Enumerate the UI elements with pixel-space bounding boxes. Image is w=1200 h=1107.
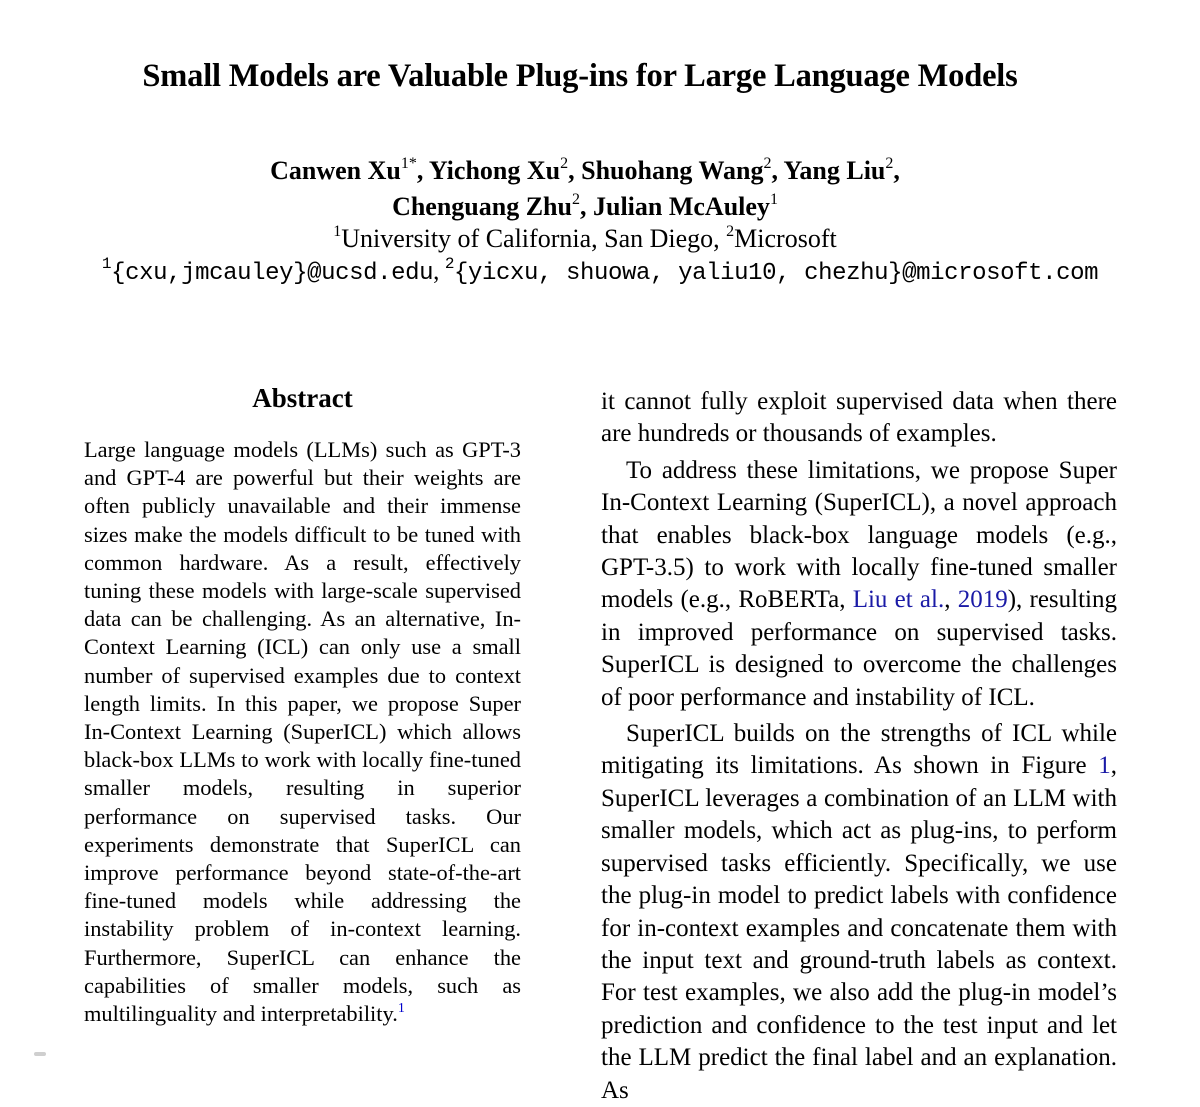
body-paragraph-1: it cannot fully exploit supervised data when there are hundreds or thousands of examples.	[601, 388, 1117, 448]
author-affil-mark: 2	[571, 191, 580, 208]
author-affil-mark: 1*	[400, 155, 417, 172]
affiliation-1: University of California, San Diego,	[341, 224, 727, 253]
email-group-2: {yicxu, shuowa, yaliu10, chezhu}@microsoft.com	[454, 260, 1099, 287]
author-list	[0, 153, 1170, 225]
author-affil-mark: 2	[885, 155, 894, 172]
paragraph-text: SuperICL builds on the strengths of ICL while mitigating its limitations. As shown in Figure	[601, 720, 1117, 780]
email-separator: ,	[433, 258, 445, 285]
affiliations	[0, 222, 1170, 256]
author-affil-mark: 2	[763, 155, 772, 172]
author-affil-mark: 2	[560, 155, 569, 172]
abstract-text	[84, 436, 521, 1028]
scan-artifact	[34, 1052, 46, 1056]
affil-mark: 2	[726, 223, 735, 240]
email-affil-mark: 1	[101, 255, 112, 273]
body-paragraph-2	[601, 455, 1117, 714]
body-column-right	[601, 386, 1117, 1107]
author-line-1: Canwen $Xu^{1*}$, Yichong Xu$^2$, Shuohang Wang$^2$, Yang Liu$^2$,	[270, 155, 900, 185]
affil-mark: 1	[333, 223, 342, 240]
paragraph-text: , SuperICL leverages a combination of an LLM with smaller models, which act as plug-ins, to perform supervised tasks efficiently. Specifically, we use the plug-in model to predict labels with confidence for in-context examples and concatenate them with the input text and ground-truth labels as context. For test examples, we also add the plug-in model’s prediction and confidence to the test input and let the LLM predict the final label and an explanation. As	[601, 752, 1117, 1104]
abstract-body: Large language models (LLMs) such as GPT-3 and GPT-4 are powerful but their weights are often publicly unavailable and their immense sizes make the models difficult to be tuned with common hardware. As a result, effectively tuning these models with large-scale supervised data can be challenging. As an alternative, In-Context Learning (ICL) can only use a small number of supervised examples due to context length limits. In this paper, we propose Super In-Context Learning (SuperICL) which allows black-box LLMs to work with locally fine-tuned smaller models, resulting in superior performance on supervised tasks. Our experiments demonstrate that SuperICL can improve performance beyond state-of-the-art fine-tuned models while addressing the instability problem of in-context learning. Furthermore, SuperICL can enhance the capabilities of smaller models, such as multilinguality and interpretability.	[84, 437, 521, 1027]
author-emails	[0, 256, 1200, 290]
author-name: Chenguang Zhu	[392, 192, 572, 221]
author-name: Shuohang Wang	[581, 156, 764, 185]
author-name: Canwen Xu	[270, 156, 401, 185]
citation-link[interactable]: Liu et al.	[852, 586, 945, 614]
paragraph-text: ,	[944, 586, 958, 614]
footnote-mark[interactable]: 1	[397, 1001, 405, 1017]
affiliation-2: Microsoft	[734, 224, 837, 253]
author-name: Yichong Xu	[428, 156, 561, 185]
paragraph-text: To address these limitations, we propose Super In-Context Learning (SuperICL), a novel approach that enables black-box language models (e.g., GPT-3.5) to work with locally fine-tuned smaller models (e.g., RoBERTa,	[601, 456, 1117, 614]
email-group-1: {cxu,jmcauley}@ucsd.edu	[111, 260, 434, 287]
author-affil-mark: 1	[769, 191, 778, 208]
author-name: Yang Liu	[783, 156, 886, 185]
author-name: Julian McAuley	[592, 192, 770, 221]
abstract-heading: Abstract	[252, 383, 353, 413]
figure-ref-link[interactable]: 1	[1098, 752, 1111, 780]
body-paragraph-3	[601, 718, 1117, 1107]
paragraph-text: ), resulting in improved performance on supervised tasks. SuperICL is designed to overcome the challenges of poor performance and instability of ICL.	[601, 586, 1117, 711]
email-affil-mark: 2	[444, 255, 455, 273]
citation-year-link[interactable]: 2019	[957, 586, 1008, 614]
author-line-2: Chenguang Zhu$^2$, Julian McAuley$^1$	[392, 191, 778, 221]
paper-title: Small Models are Valuable Plug-ins for Large Language Models	[142, 58, 1018, 94]
